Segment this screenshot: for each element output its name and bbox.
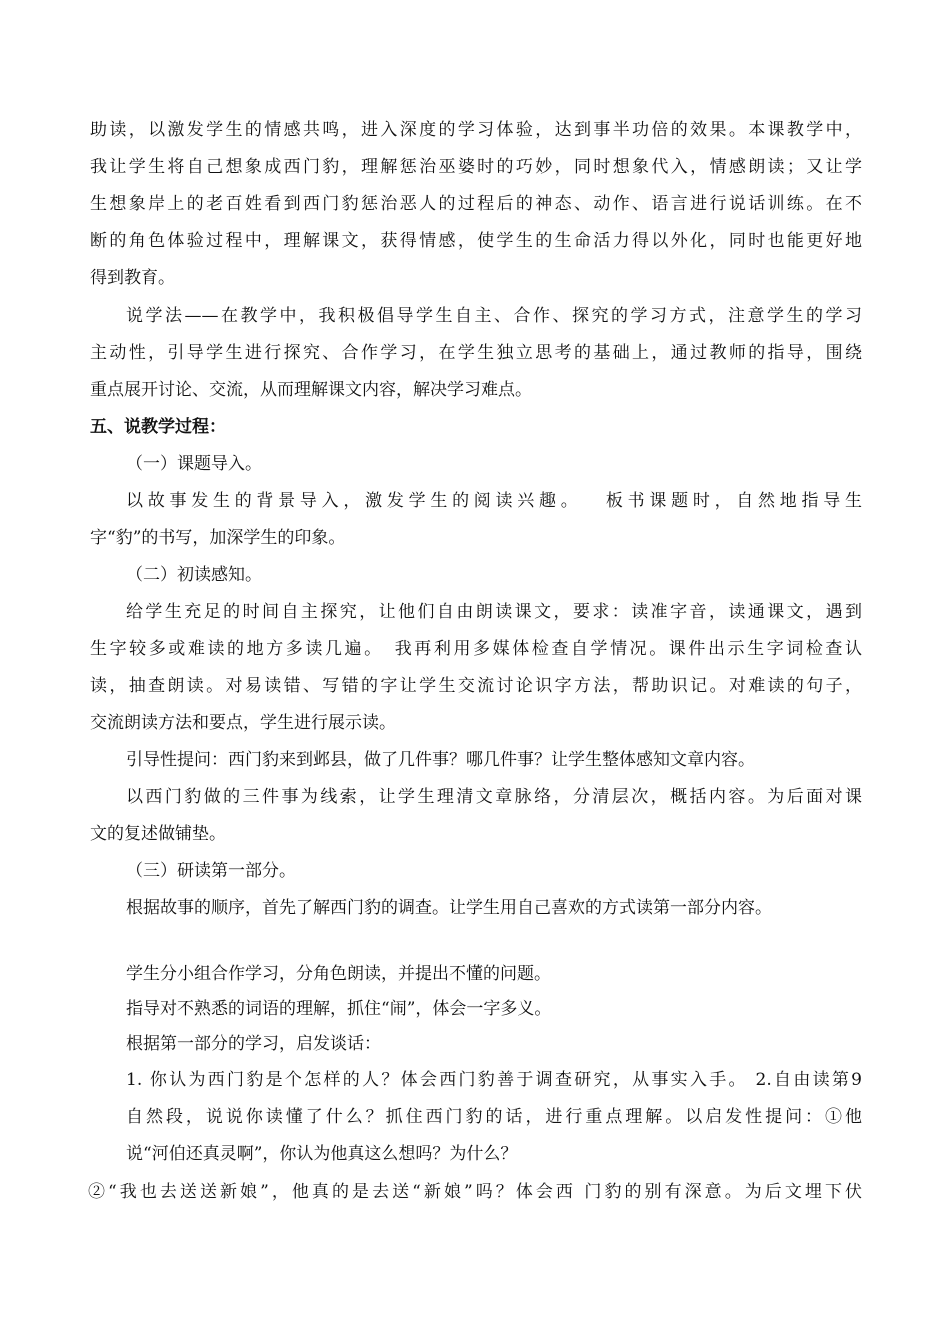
text-line: 生想象岸上的老百姓看到西门豹惩治恶人的过程后的神态、动作、语言进行说话训练。在不 — [90, 194, 862, 214]
text-line: 主动性，引导学生进行探究、合作学习，在学生独立思考的基础上，通过教师的指导，围绕 — [90, 343, 862, 363]
text-line: 助读，以激发学生的情感共鸣，进入深度的学习体验，达到事半功倍的效果。本课教学中， — [90, 120, 862, 140]
text-line: 自然段，说说你读懂了什么？抓住西门豹的话，进行重点理解。以启发性提问：①他 — [126, 1107, 862, 1127]
text-line: 重点展开讨论、交流，从而理解课文内容，解决学习难点。 — [90, 380, 532, 400]
text-line: 字“豹”的书写，加深学生的印象。 — [90, 528, 346, 548]
section-heading: 五、说教学过程： — [90, 417, 226, 437]
text-line: 给学生充足的时间自主探究，让他们自由朗读课文，要求：读准字音，读通课文，遇到 — [126, 602, 862, 622]
text-line: 说“河伯还真灵啊”，你认为他真这么想吗？为什么？ — [126, 1144, 518, 1164]
text-line: 根据第一部分的学习，启发谈话： — [126, 1034, 381, 1054]
text-line: 读，抽查朗读。对易读错、写错的字让学生交流讨论识字方法，帮助识记。对难读的句子， — [90, 676, 862, 696]
text-line: 引导性提问：西门豹来到邺县，做了几件事？哪几件事？让学生整体感知文章内容。 — [126, 750, 755, 770]
list-item: 1. 你认为西门豹是个怎样的人？体会西门豹善于调查研究，从事实入手。 2.自由读第9 — [126, 1070, 862, 1090]
paragraph-study-method: 说学法——在教学中，我积极倡导学生自主、合作、探究的学习方式，注意学生的学习 — [126, 306, 862, 326]
subsection-heading: （三）研读第一部分。 — [126, 861, 296, 881]
text-line: ②“我也去送送新娘”，他真的是去送“新娘”吗？体会西 门豹的别有深意。为后文埋下伏 — [88, 1182, 862, 1202]
text-line: 交流朗读方法和要点，学生进行展示读。 — [90, 713, 396, 733]
text-line: 得到教育。 — [90, 268, 175, 288]
text-line: 指导对不熟悉的词语的理解，抓住“闹”，体会一字多义。 — [126, 999, 552, 1019]
text-line: 断的角色体验过程中，理解课文，获得情感，使学生的生命活力得以外化，同时也能更好地 — [90, 231, 862, 251]
text-line: 文的复述做铺垫。 — [90, 824, 226, 844]
text-line: 以西门豹做的三件事为线索，让学生理清文章脉络，分清层次，概括内容。为后面对课 — [126, 787, 862, 807]
subsection-heading: （二）初读感知。 — [126, 565, 262, 585]
subsection-heading: （一）课题导入。 — [126, 454, 262, 474]
text-line: 生字较多或难读的地方多读几遍。 我再利用多媒体检查自学情况。课件出示生字词检查认 — [90, 639, 862, 659]
text-line: 根据故事的顺序，首先了解西门豹的调查。让学生用自己喜欢的方式读第一部分内容。 — [126, 898, 772, 918]
text-line: 我让学生将自己想象成西门豹，理解惩治巫婆时的巧妙，同时想象代入，情感朗读；又让学 — [90, 157, 862, 177]
text-line: 学生分小组合作学习，分角色朗读，并提出不懂的问题。 — [126, 964, 551, 984]
text-line: 以故事发生的背景导入，激发学生的阅读兴趣。 板书课题时，自然地指导生 — [126, 491, 862, 511]
